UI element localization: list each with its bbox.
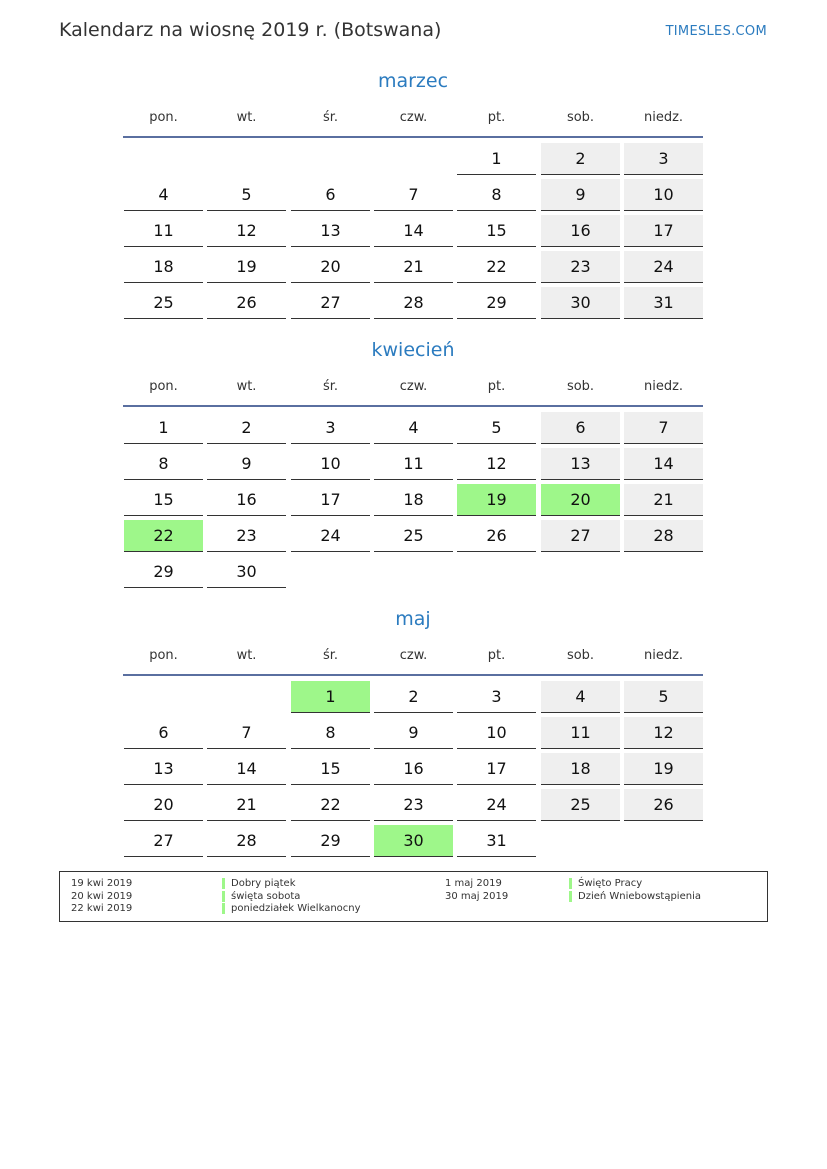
day-cell: 15 bbox=[291, 753, 370, 785]
day-cell: 17 bbox=[457, 753, 536, 785]
day-cell: 18 bbox=[374, 484, 453, 516]
day-cell: 7 bbox=[207, 717, 286, 749]
day-cell: 27 bbox=[291, 287, 370, 319]
day-cell: 15 bbox=[124, 484, 203, 516]
day-cell: 21 bbox=[624, 484, 703, 516]
day-cell: 8 bbox=[457, 179, 536, 211]
weekday-label: wt. bbox=[236, 648, 257, 663]
day-cell: 28 bbox=[207, 825, 286, 857]
weekday-label: niedz. bbox=[643, 648, 684, 663]
day-cell: 10 bbox=[457, 717, 536, 749]
day-cell: 25 bbox=[541, 789, 620, 821]
day-cell: 7 bbox=[624, 412, 703, 444]
day-cell: 3 bbox=[291, 412, 370, 444]
day-cell: 18 bbox=[541, 753, 620, 785]
day-cell: 30 bbox=[207, 556, 286, 588]
day-cell: 25 bbox=[374, 520, 453, 552]
weekday-label: śr. bbox=[322, 648, 339, 663]
day-cell: 12 bbox=[624, 717, 703, 749]
day-cell: 8 bbox=[124, 448, 203, 480]
day-cell: 29 bbox=[291, 825, 370, 857]
weekday-label: czw. bbox=[399, 110, 428, 125]
legend-date: 1 maj 2019 bbox=[445, 878, 502, 889]
brand-link[interactable]: TIMESLES.COM bbox=[665, 24, 767, 39]
day-cell: 16 bbox=[207, 484, 286, 516]
month-name: maj bbox=[395, 608, 431, 630]
day-cell: 2 bbox=[207, 412, 286, 444]
day-cell: 1 bbox=[291, 681, 370, 713]
day-cell: 27 bbox=[541, 520, 620, 552]
day-cell: 9 bbox=[207, 448, 286, 480]
day-cell: 12 bbox=[207, 215, 286, 247]
day-cell: 16 bbox=[541, 215, 620, 247]
day-cell: 23 bbox=[541, 251, 620, 283]
day-cell: 24 bbox=[457, 789, 536, 821]
day-cell: 1 bbox=[457, 143, 536, 175]
weekday-label: niedz. bbox=[643, 379, 684, 394]
legend-date: 22 kwi 2019 bbox=[71, 903, 133, 914]
month-name: kwiecień bbox=[371, 339, 455, 361]
day-cell: 25 bbox=[124, 287, 203, 319]
legend-holiday-name: Dzień Wniebowstąpienia bbox=[569, 891, 701, 902]
day-cell: 23 bbox=[207, 520, 286, 552]
legend-date: 19 kwi 2019 bbox=[71, 878, 133, 889]
day-cell: 20 bbox=[541, 484, 620, 516]
day-cell: 14 bbox=[624, 448, 703, 480]
day-cell: 9 bbox=[541, 179, 620, 211]
day-cell: 31 bbox=[457, 825, 536, 857]
day-cell: 30 bbox=[374, 825, 453, 857]
header-divider bbox=[123, 136, 703, 138]
legend-holiday-name: poniedziałek Wielkanocny bbox=[222, 903, 361, 914]
day-cell: 28 bbox=[374, 287, 453, 319]
day-cell: 31 bbox=[624, 287, 703, 319]
day-cell: 26 bbox=[457, 520, 536, 552]
weekday-label: niedz. bbox=[643, 110, 684, 125]
day-cell: 26 bbox=[207, 287, 286, 319]
day-cell: 13 bbox=[541, 448, 620, 480]
legend-date: 30 maj 2019 bbox=[445, 891, 509, 902]
day-cell: 28 bbox=[624, 520, 703, 552]
day-cell: 10 bbox=[624, 179, 703, 211]
day-cell: 6 bbox=[541, 412, 620, 444]
weekday-label: sob. bbox=[566, 379, 595, 394]
day-cell: 29 bbox=[457, 287, 536, 319]
day-cell: 17 bbox=[624, 215, 703, 247]
header-divider bbox=[123, 405, 703, 407]
weekday-label: pt. bbox=[487, 110, 506, 125]
day-cell: 29 bbox=[124, 556, 203, 588]
day-cell: 11 bbox=[541, 717, 620, 749]
day-cell: 22 bbox=[457, 251, 536, 283]
day-cell: 12 bbox=[457, 448, 536, 480]
day-cell: 13 bbox=[291, 215, 370, 247]
holiday-legend bbox=[59, 871, 768, 922]
weekday-label: czw. bbox=[399, 379, 428, 394]
weekday-label: śr. bbox=[322, 110, 339, 125]
day-cell: 2 bbox=[541, 143, 620, 175]
day-cell: 22 bbox=[291, 789, 370, 821]
weekday-label: wt. bbox=[236, 110, 257, 125]
day-cell: 4 bbox=[374, 412, 453, 444]
day-cell: 3 bbox=[624, 143, 703, 175]
page-title: Kalendarz na wiosnę 2019 r. (Botswana) bbox=[59, 19, 442, 41]
legend-holiday-name: Święto Pracy bbox=[569, 878, 642, 889]
day-cell: 17 bbox=[291, 484, 370, 516]
weekday-label: pt. bbox=[487, 379, 506, 394]
weekday-label: pon. bbox=[149, 648, 178, 663]
day-cell: 10 bbox=[291, 448, 370, 480]
day-cell: 15 bbox=[457, 215, 536, 247]
day-cell: 5 bbox=[457, 412, 536, 444]
day-cell: 16 bbox=[374, 753, 453, 785]
day-cell: 19 bbox=[624, 753, 703, 785]
day-cell: 3 bbox=[457, 681, 536, 713]
day-cell: 4 bbox=[124, 179, 203, 211]
weekday-label: sob. bbox=[566, 648, 595, 663]
weekday-label: pt. bbox=[487, 648, 506, 663]
day-cell: 13 bbox=[124, 753, 203, 785]
legend-holiday-name: Dobry piątek bbox=[222, 878, 296, 889]
day-cell: 26 bbox=[624, 789, 703, 821]
day-cell: 4 bbox=[541, 681, 620, 713]
day-cell: 5 bbox=[207, 179, 286, 211]
day-cell: 14 bbox=[374, 215, 453, 247]
weekday-label: wt. bbox=[236, 379, 257, 394]
day-cell: 21 bbox=[374, 251, 453, 283]
day-cell: 21 bbox=[207, 789, 286, 821]
day-cell: 5 bbox=[624, 681, 703, 713]
day-cell: 19 bbox=[207, 251, 286, 283]
day-cell: 6 bbox=[291, 179, 370, 211]
day-cell: 22 bbox=[124, 520, 203, 552]
day-cell: 6 bbox=[124, 717, 203, 749]
day-cell: 18 bbox=[124, 251, 203, 283]
day-cell: 24 bbox=[291, 520, 370, 552]
day-cell: 11 bbox=[374, 448, 453, 480]
day-cell: 8 bbox=[291, 717, 370, 749]
day-cell: 27 bbox=[124, 825, 203, 857]
weekday-label: czw. bbox=[399, 648, 428, 663]
legend-date: 20 kwi 2019 bbox=[71, 891, 133, 902]
weekday-label: sob. bbox=[566, 110, 595, 125]
header-divider bbox=[123, 674, 703, 676]
day-cell: 7 bbox=[374, 179, 453, 211]
day-cell: 23 bbox=[374, 789, 453, 821]
weekday-label: śr. bbox=[322, 379, 339, 394]
day-cell: 20 bbox=[124, 789, 203, 821]
day-cell: 14 bbox=[207, 753, 286, 785]
day-cell: 20 bbox=[291, 251, 370, 283]
day-cell: 9 bbox=[374, 717, 453, 749]
day-cell: 19 bbox=[457, 484, 536, 516]
day-cell: 1 bbox=[124, 412, 203, 444]
legend-holiday-name: święta sobota bbox=[222, 891, 300, 902]
day-cell: 2 bbox=[374, 681, 453, 713]
day-cell: 11 bbox=[124, 215, 203, 247]
day-cell: 24 bbox=[624, 251, 703, 283]
day-cell: 30 bbox=[541, 287, 620, 319]
month-name: marzec bbox=[377, 70, 449, 92]
weekday-label: pon. bbox=[149, 110, 178, 125]
weekday-label: pon. bbox=[149, 379, 178, 394]
